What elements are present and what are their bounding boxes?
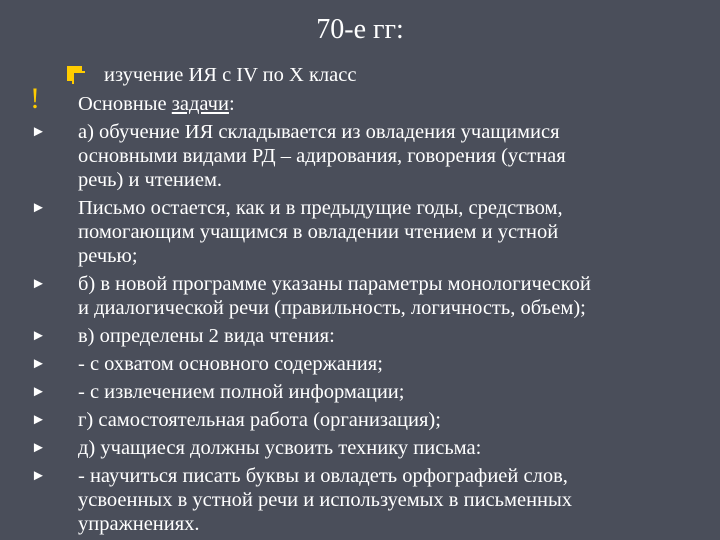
bullet-arrow-icon: ► <box>31 412 46 428</box>
list-item-line: - с извлечением полной информации; <box>78 381 405 403</box>
bullet-arrow-icon: ► <box>31 356 46 372</box>
tasks-label-prefix: Основные <box>78 93 172 115</box>
list-item-line: д) учащиеся должны усвоить технику письма: <box>78 437 482 459</box>
list-item-line: упражнениях. <box>78 513 200 535</box>
bullet-arrow-icon: ► <box>31 124 46 140</box>
bullet-arrow-icon: ► <box>31 276 46 292</box>
list-item-line: речью; <box>78 245 138 267</box>
q-checkbox-icon <box>67 66 82 81</box>
bullet-arrow-icon: ► <box>31 328 46 344</box>
list-item-line: б) в новой программе указаны параметры монологической <box>78 273 591 295</box>
tasks-label-underlined: задачи <box>171 93 229 115</box>
tasks-label <box>78 92 708 116</box>
list-item-line: г) самостоятельная работа (организация); <box>78 409 441 431</box>
list-item-line: а) обучение ИЯ складывается из овладения учащимися <box>78 121 560 143</box>
list-item-line: - научиться писать буквы и овладеть орфографией слов, <box>78 465 568 487</box>
page-title: 70-е гг: <box>316 14 404 45</box>
tasks-label-suffix: : <box>228 93 235 115</box>
list-item-line: - с охватом основного содержания; <box>78 353 383 375</box>
list-item-line: усвоенных в устной речи и используемых в письменных <box>78 489 573 511</box>
list-item-line: и диалогической речи (правильность, логичность, объем); <box>78 297 586 319</box>
bullet-arrow-icon: ► <box>31 440 46 456</box>
bullet-arrow-icon: ► <box>31 384 46 400</box>
list-item-line: в) определены 2 вида чтения: <box>78 325 335 347</box>
exclamation-icon: ! <box>30 82 40 115</box>
list-item-line: основными видами РД – адирования, говорения (устная <box>78 145 566 167</box>
list-item-line: помогающим учащимся в овладении чтением и устной <box>78 221 559 243</box>
list-item-line: речь) и чтением. <box>78 169 223 191</box>
list-item-line: Письмо остается, как и в предыдущие годы, средством, <box>78 197 563 219</box>
bullet-arrow-icon: ► <box>31 200 46 216</box>
header-line: изучение ИЯ с IV по X класс <box>104 64 357 86</box>
bullet-arrow-icon: ► <box>31 468 46 484</box>
